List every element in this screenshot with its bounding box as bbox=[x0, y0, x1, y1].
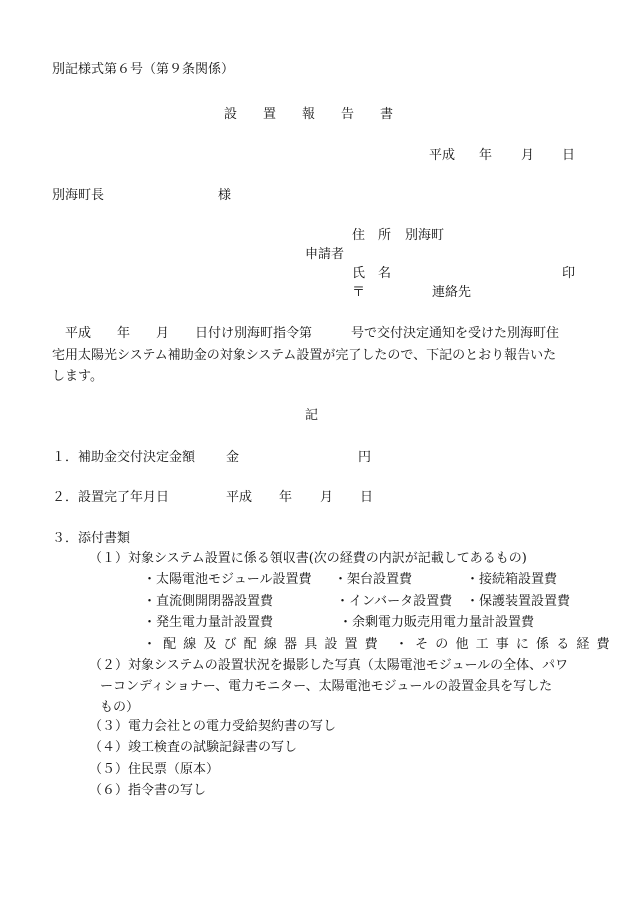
cost-item: ・太陽電池モジュール設置費 bbox=[143, 572, 312, 587]
body-line: します。 bbox=[52, 369, 103, 384]
body-line: 宅用太陽光システム補助金の対象システム設置が完了したので、下記のとおり報告いた bbox=[52, 348, 557, 363]
ki-heading: 記 bbox=[305, 408, 319, 423]
addressee-honorific: 様 bbox=[218, 188, 232, 203]
cost-item: ・直流側開閉器設置費 bbox=[143, 594, 274, 609]
item1-label: １．補助金交付決定金額 bbox=[52, 450, 196, 465]
cost-item: ・発生電力量計設置費 bbox=[143, 615, 274, 630]
attachment-item: （４）竣工検査の試験記録書の写し bbox=[89, 740, 298, 755]
body-line: 平成 年 月 日付け別海町指令第 号で交付決定通知を受けた別海町住 bbox=[52, 326, 560, 341]
date-year: 年 bbox=[479, 148, 493, 163]
form-number: 別記様式第６号（第９条関係） bbox=[52, 62, 235, 77]
item2-day: 日 bbox=[360, 490, 374, 505]
cost-item: ・余剰電力販売用電力量計設置費 bbox=[339, 615, 535, 630]
applicant-role: 申請者 bbox=[305, 247, 345, 262]
contact-label: 連絡先 bbox=[432, 285, 472, 300]
item2-month: 月 bbox=[320, 490, 334, 505]
addressee-name: 別海町長 bbox=[52, 188, 105, 203]
attachment-item: （６）指令書の写し bbox=[89, 783, 207, 798]
attachment-item: （５）住民票（原本） bbox=[89, 762, 220, 777]
cost-item: ・配線及び配線器具設置費 bbox=[143, 637, 385, 652]
item2-era: 平成 bbox=[226, 490, 253, 505]
cost-item: ・保護装置設置費 bbox=[466, 594, 571, 609]
document-title: 設 置 報 告 書 bbox=[224, 107, 394, 122]
attachment-item-cont: もの） bbox=[100, 700, 140, 715]
cost-item: ・その他工事に係る経費 bbox=[395, 637, 617, 652]
address-label: 住 所 bbox=[352, 228, 392, 243]
item1-currency: 金 bbox=[226, 450, 240, 465]
attachment-item: （３）電力会社との電力受給契約書の写し bbox=[89, 719, 337, 734]
item1-unit: 円 bbox=[358, 450, 372, 465]
cost-item: ・接続箱設置費 bbox=[466, 572, 558, 587]
attachment-item: （２）対象システムの設置状況を撮影した写真（太陽電池モジュールの全体、パワ bbox=[89, 658, 569, 673]
seal-mark: 印 bbox=[562, 266, 576, 281]
date-month: 月 bbox=[521, 148, 535, 163]
name-label: 氏 名 bbox=[352, 266, 392, 281]
date-day: 日 bbox=[562, 148, 576, 163]
address-value: 別海町 bbox=[405, 228, 445, 243]
attachment-item-cont: ーコンディショナー、電力モニター、太陽電池モジュールの設置金具を写した bbox=[100, 679, 553, 694]
postal-mark: 〒 bbox=[352, 285, 366, 300]
cost-item: ・架台設置費 bbox=[334, 572, 413, 587]
cost-item: ・インバータ設置費 bbox=[336, 594, 453, 609]
item2-label: ２．設置完了年月日 bbox=[52, 490, 170, 505]
attachment-item: （１）対象システム設置に係る領収書(次の経費の内訳が記載してあるもの) bbox=[89, 551, 527, 566]
date-era: 平成 bbox=[429, 148, 456, 163]
item3-label: ３．添付書類 bbox=[52, 531, 131, 546]
item2-year: 年 bbox=[279, 490, 293, 505]
